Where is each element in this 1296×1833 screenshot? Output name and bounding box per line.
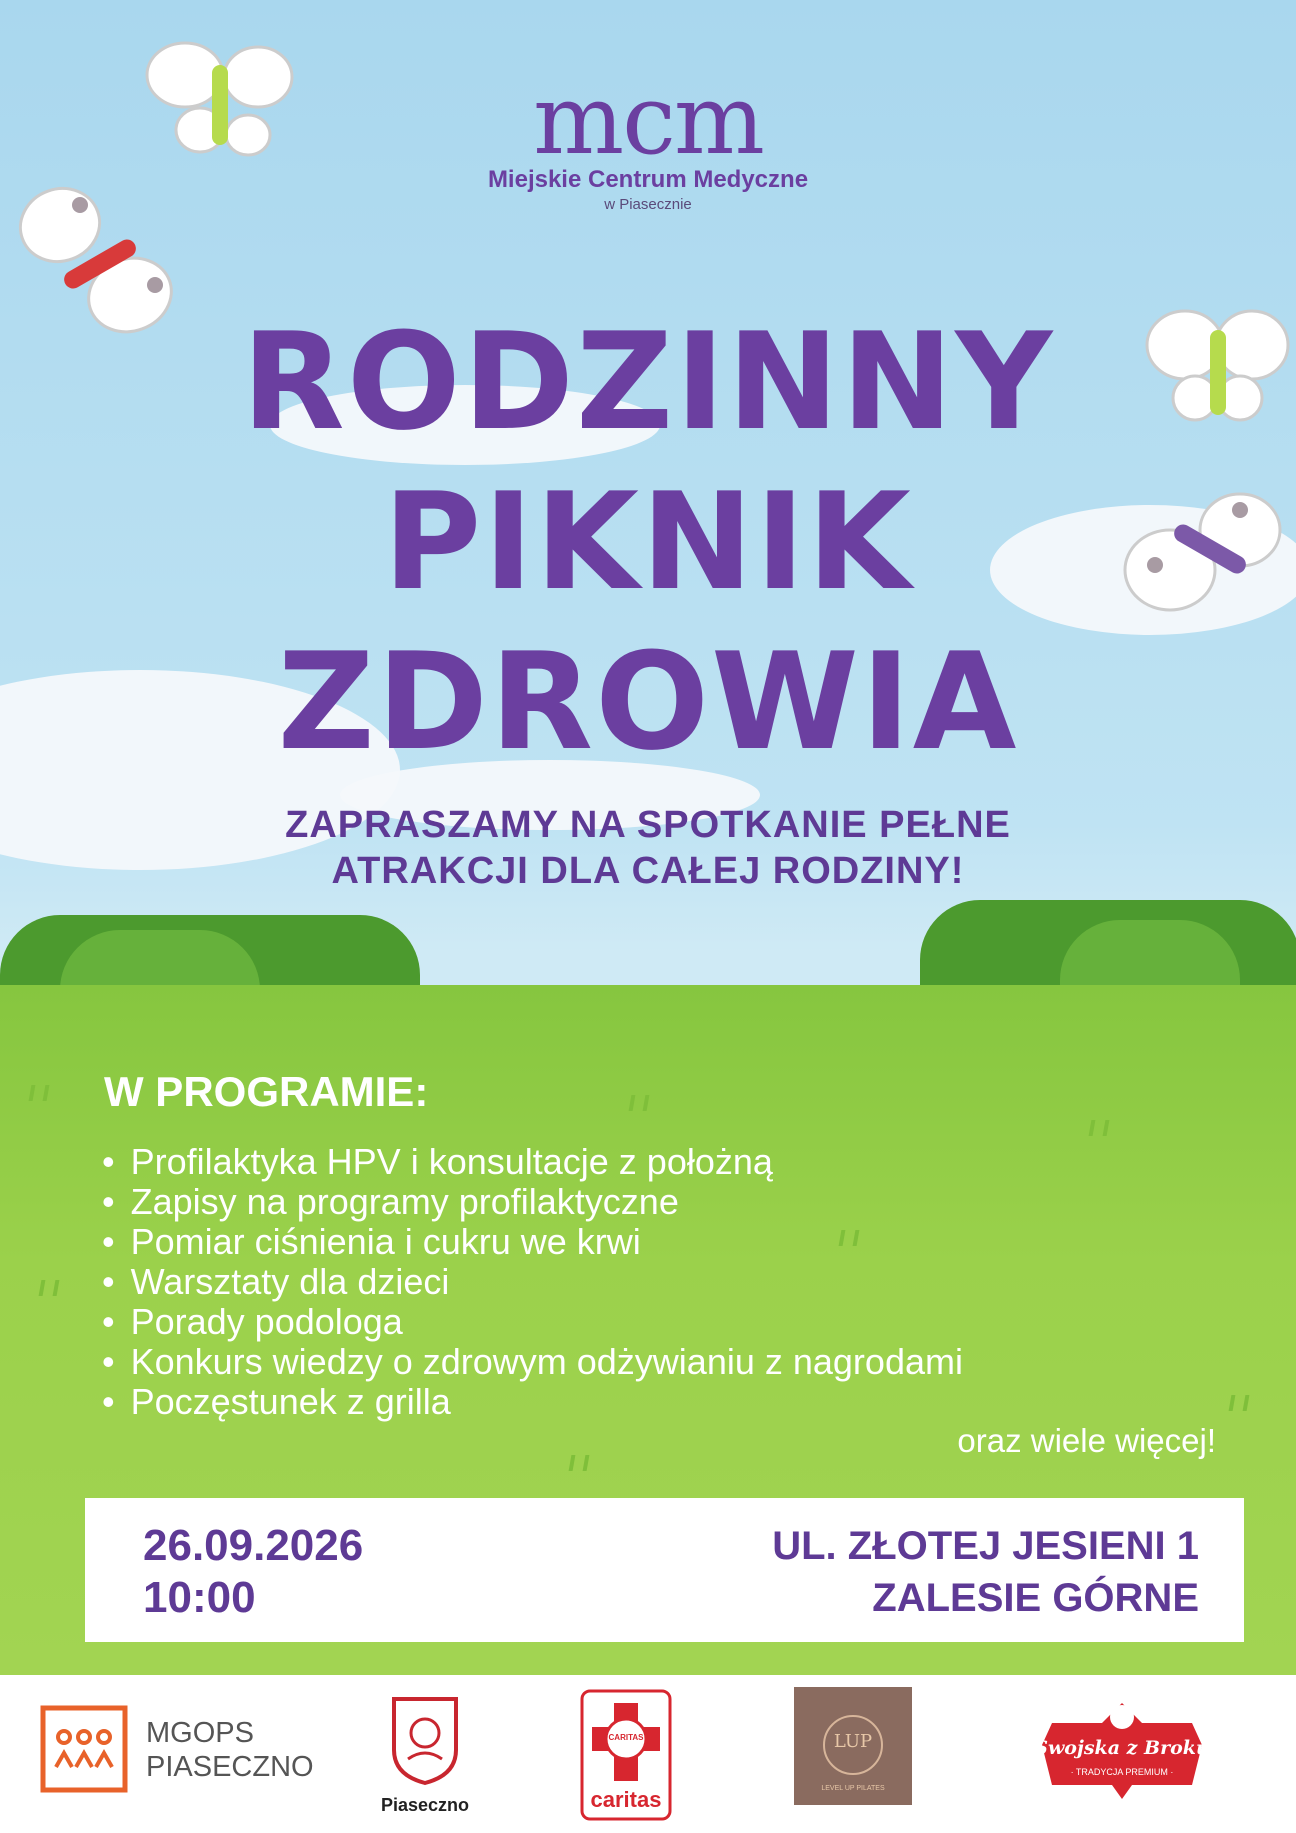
logo-name: Miejskie Centrum Medyczne — [487, 166, 809, 193]
swojska-logo — [1032, 1695, 1212, 1805]
lup-sub: LEVEL UP PILATES — [821, 1785, 885, 1792]
program-list — [102, 1142, 963, 1422]
logo-location: w Piasecznie — [604, 196, 692, 213]
caritas-label: caritas — [590, 1787, 662, 1812]
event-location — [772, 1520, 1199, 1624]
program-heading: W PROGRAMIE: — [104, 1068, 429, 1115]
program-item: • Zapisy na programy profilaktyczne — [102, 1182, 963, 1222]
event-street: UL. ZŁOTEJ JESIENI 1 — [772, 1524, 1199, 1568]
title-line-2: PIKNIK — [383, 464, 913, 620]
grass-tuft — [569, 1455, 590, 1471]
lup-logo — [794, 1687, 912, 1805]
program-item: • Warsztaty dla dzieci — [102, 1262, 963, 1302]
title-line-3: ZDROWIA — [277, 624, 1019, 780]
event-info-box — [85, 1498, 1244, 1642]
grass-tuft — [1089, 1120, 1110, 1136]
program-item: • Profilaktyka HPV i konsultacje z położną — [102, 1142, 963, 1182]
grass-tuft — [39, 1280, 60, 1296]
grass-tuft — [629, 1095, 650, 1111]
sponsors-footer — [0, 1675, 1296, 1833]
caritas-logo — [580, 1689, 672, 1821]
piaseczno-logo — [370, 1695, 480, 1825]
subtitle-line-2: ATRAKCJI DLA CAŁEJ RODZINY! — [331, 850, 965, 892]
program-item: • Poczęstunek z grilla — [102, 1382, 963, 1422]
piaseczno-crest-icon — [390, 1695, 460, 1787]
mgops-icon — [40, 1705, 128, 1793]
grass-tuft — [29, 1085, 50, 1101]
mgops-city: PIASECZNO — [146, 1751, 314, 1783]
grass-tuft — [1229, 1395, 1250, 1411]
event-time: 10:00 — [143, 1573, 256, 1622]
mcm-logo: mcm — [533, 64, 763, 176]
piaseczno-label: Piaseczno — [380, 1795, 470, 1815]
event-date: 26.09.2026 — [143, 1521, 364, 1570]
lup-mark: LUP — [833, 1731, 873, 1752]
subtitle-line-1: ZAPRASZAMY NA SPOTKANIE PEŁNE — [285, 804, 1011, 846]
mgops-logo — [40, 1705, 320, 1795]
program-item: • Porady podologa — [102, 1302, 963, 1342]
program-item: • Konkurs wiedzy o zdrowym odżywianiu z nagrodami — [102, 1342, 963, 1382]
program-item: • Pomiar ciśnienia i cukru we krwi — [102, 1222, 963, 1262]
title-line-1: RODZINNY — [241, 304, 1055, 460]
event-datetime — [143, 1520, 363, 1624]
swojska-name: Swojska z Broku — [1034, 1737, 1210, 1759]
event-town: ZALESIE GÓRNE — [872, 1576, 1199, 1620]
mgops-name: MGOPS — [146, 1717, 254, 1749]
more-text: oraz wiele więcej! — [957, 1422, 1216, 1459]
caritas-ring-text: CARITAS — [608, 1733, 644, 1742]
subtitle — [0, 802, 1296, 894]
swojska-sub: · TRADYCJA PREMIUM · — [1070, 1767, 1174, 1777]
